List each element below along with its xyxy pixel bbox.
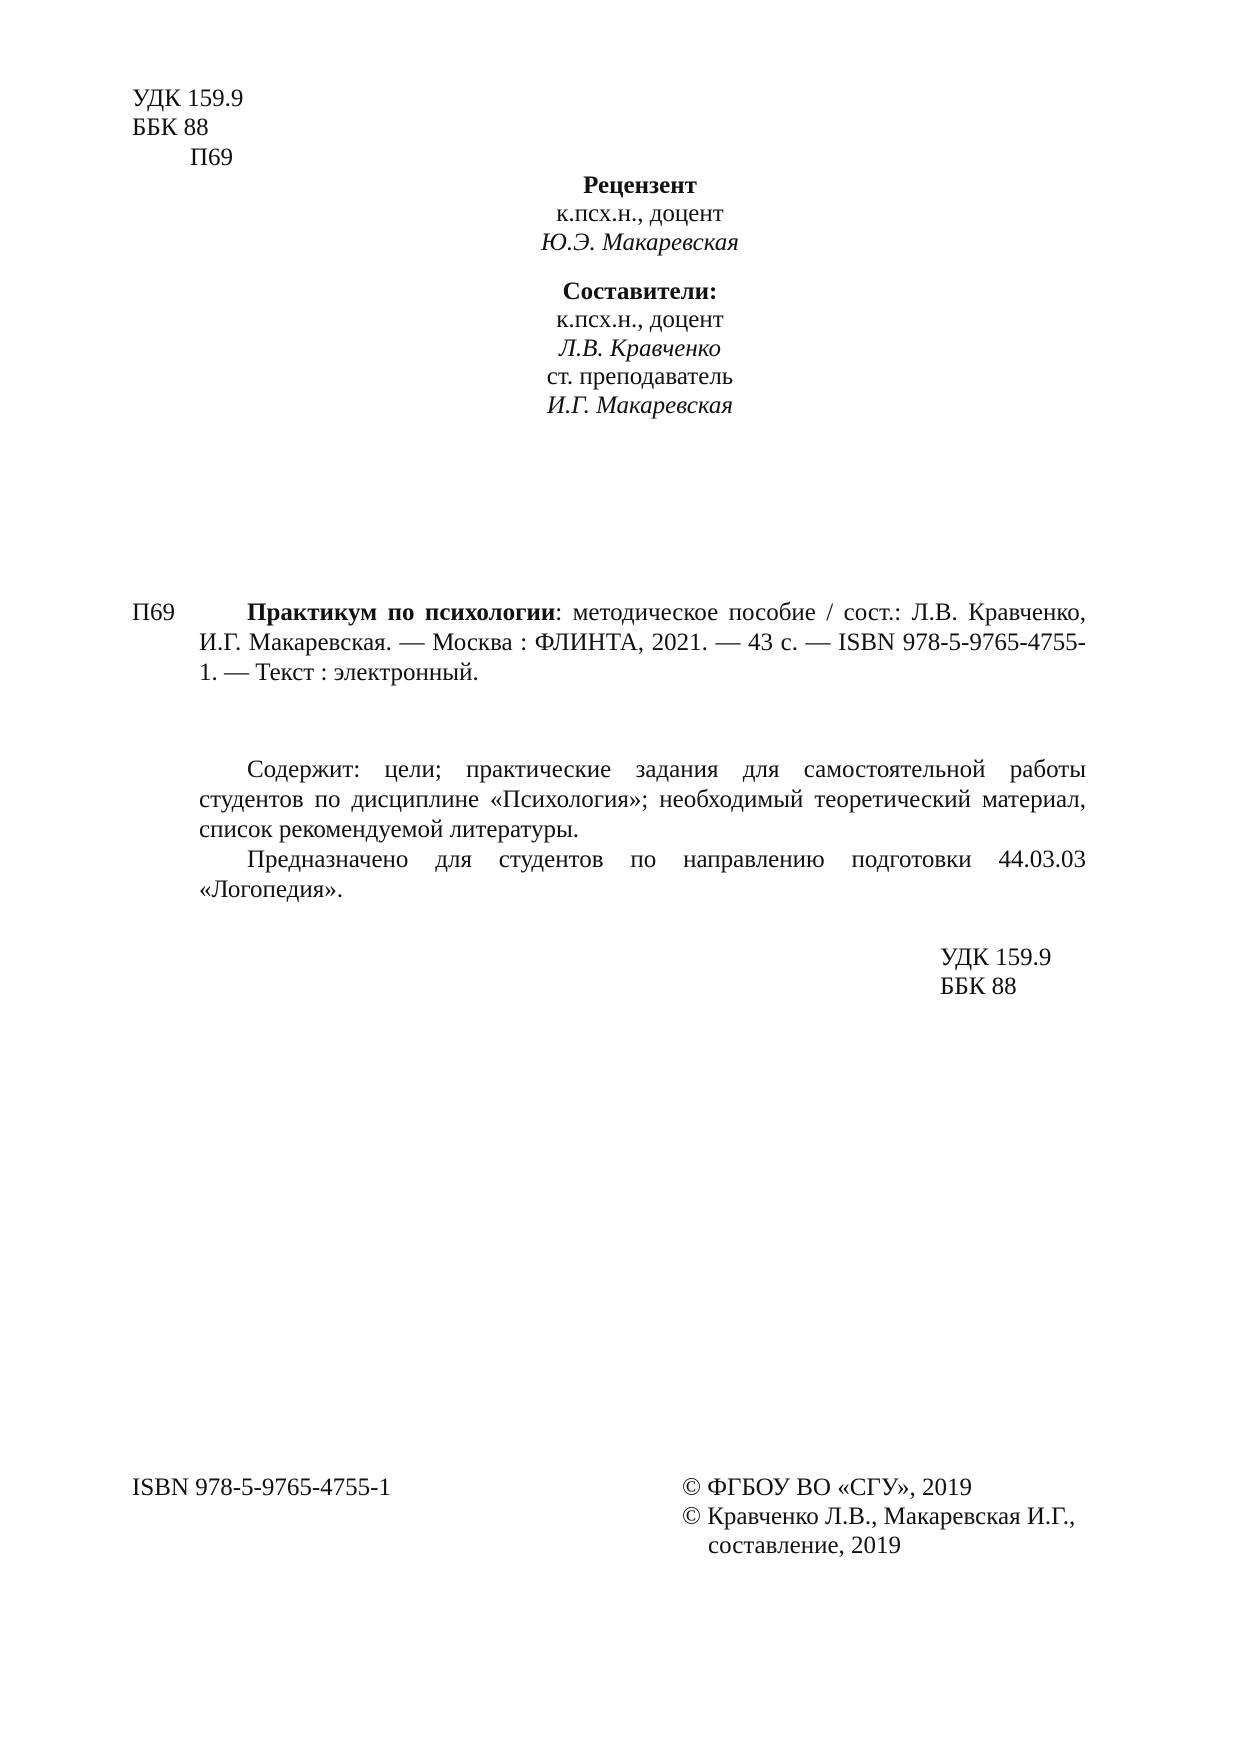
compilers-heading: Составители: (562, 278, 718, 305)
isbn: ISBN 978-5-9765-4755-1 (132, 1474, 392, 1501)
author-mark: П69 (190, 144, 234, 171)
compiler-name: И.Г. Макаревская (546, 392, 734, 419)
reviewer-heading: Рецензент (583, 172, 697, 199)
annotation-contents: Содержит: цели; практические задания для самостоятельной работы студентов по дисциплине «Психология»; необходимый теоретический материал, список рекомендуемой литературы. (199, 756, 1086, 843)
compiler-degree: к.псх.н., доцент (556, 306, 724, 333)
bbk-code-bottom: ББК 88 (940, 973, 1017, 1000)
udk-code: УДК 159.9 (132, 85, 244, 112)
reviewer-degree: к.псх.н., доцент (556, 200, 724, 227)
reviewer-name: Ю.Э. Макаревская (541, 229, 739, 256)
copyright-note: составление, 2019 (708, 1532, 902, 1559)
copyright-org: © ФГБОУ ВО «СГУ», 2019 (682, 1474, 972, 1501)
bbk-code: ББК 88 (132, 114, 209, 141)
udk-code-bottom: УДК 159.9 (940, 944, 1052, 971)
copyright-authors: © Кравченко Л.В., Макаревская И.Г., (682, 1503, 1076, 1530)
compiler-name: Л.В. Кравченко (558, 335, 722, 362)
bibliographic-mark: П69 (132, 599, 176, 626)
bibliographic-description: : методическое пособие / сост.: Л.В. Кравченко, И.Г. Макаревская. — Москва : ФЛИНТА, 2021. — 43 с. — ISBN 978-5-9765-4755-1. — Текст : электронный. (199, 599, 1086, 686)
annotation-purpose: Предназначено для студентов по направлению подготовки 44.03.03 «Логопедия». (199, 846, 1086, 903)
compiler-position: ст. преподаватель (546, 363, 734, 390)
book-title: Практикум по психологии (247, 599, 556, 626)
bibliographic-record (199, 598, 1086, 688)
